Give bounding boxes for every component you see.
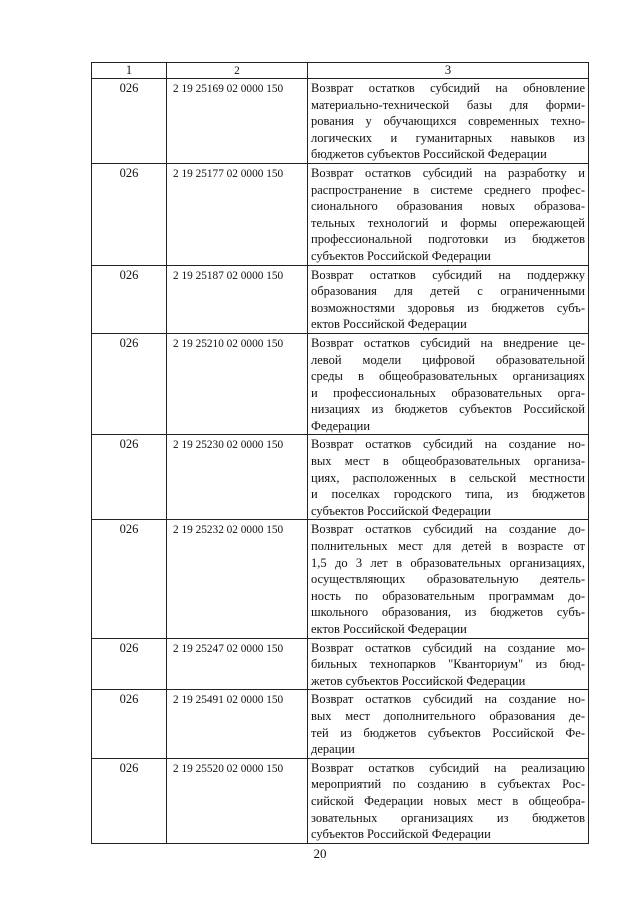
- description-line: Возврат остатков субсидий на реализацию: [311, 760, 585, 775]
- description-line: левой модели цифровой образовательной: [311, 352, 585, 367]
- description-cell: [308, 333, 589, 435]
- budget-classification-code-cell: [167, 333, 308, 435]
- description-cell: [308, 435, 589, 520]
- description-line: Возврат остатков субсидий на создание но-: [311, 437, 585, 452]
- description-cell: [308, 79, 589, 164]
- column-header-1: 1: [92, 63, 167, 79]
- description-line: тельных технологий и формы опережающей: [311, 215, 585, 230]
- description-cell: [308, 265, 589, 333]
- admin-code-cell: 026: [92, 758, 167, 843]
- description-line: циях, расположенных в сельской местности: [311, 470, 585, 485]
- table-row: [92, 79, 589, 164]
- description-line: Возврат остатков субсидий на создание мо-: [311, 640, 585, 655]
- description-line: Возврат остатков субсидий на внедрение це-: [311, 335, 585, 350]
- description-cell: [308, 638, 589, 690]
- admin-code-cell: 026: [92, 690, 167, 758]
- description-cell: [308, 758, 589, 843]
- table-header-row: [92, 63, 589, 79]
- description-line: зовательных организациях из бюджетов: [311, 810, 585, 825]
- budget-classification-code-cell: [167, 638, 308, 690]
- description-line: образования для детей с ограниченными: [311, 284, 585, 299]
- budget-classification-code: 2 19 25230 02 0000 150: [173, 439, 284, 452]
- budget-classification-code-cell: [167, 79, 308, 164]
- budget-classification-code: 2 19 25520 02 0000 150: [173, 762, 284, 775]
- description-line: субъектов Российской Федерации: [311, 248, 491, 263]
- budget-classification-code: 2 19 25247 02 0000 150: [173, 642, 284, 655]
- description-line: вых мест в общеобразовательных организа-: [311, 454, 585, 469]
- description-line: полнительных мест для детей в возрасте от: [311, 539, 585, 554]
- description-cell: [308, 163, 589, 265]
- table-row: [92, 435, 589, 520]
- budget-classification-code-cell: [167, 758, 308, 843]
- description-line: и профессиональных образовательных орга-: [311, 385, 585, 400]
- description-line: 1,5 до 3 лет в образовательных организациях,: [311, 555, 585, 570]
- admin-code-cell: 026: [92, 79, 167, 164]
- column-header-2: 2: [167, 63, 308, 79]
- table-row: [92, 690, 589, 758]
- description-cell: [308, 690, 589, 758]
- description-line: среды в общеобразовательных организациях: [311, 369, 585, 384]
- budget-classification-code-cell: [167, 163, 308, 265]
- budget-classification-code-cell: [167, 520, 308, 638]
- page-number: 20: [313, 846, 327, 861]
- budget-classification-code: 2 19 25232 02 0000 150: [173, 524, 284, 537]
- table-row: [92, 758, 589, 843]
- description-line: ектов Российской Федерации: [311, 622, 467, 636]
- budget-codes-table: [91, 62, 589, 844]
- admin-code-cell: 026: [92, 435, 167, 520]
- admin-code-cell: 026: [92, 638, 167, 690]
- budget-classification-code-cell: [167, 265, 308, 333]
- description-line: и поселках городского типа, из бюджетов: [311, 487, 585, 502]
- description-line: сионального образования новых образова-: [311, 199, 585, 214]
- description-line: рования у обучающихся современных техно-: [311, 114, 585, 129]
- budget-classification-code: 2 19 25177 02 0000 150: [173, 167, 284, 180]
- description-line: возможностями здоровья из бюджетов субъ-: [311, 300, 585, 315]
- description-line: вых мест дополнительного образования де-: [311, 708, 585, 723]
- description-line: дерации: [311, 742, 355, 757]
- admin-code-cell: 026: [92, 265, 167, 333]
- budget-classification-code-cell: [167, 690, 308, 758]
- table-row: [92, 638, 589, 690]
- description-line: бильных технопарков "Кванториум" из бюд-: [311, 657, 585, 672]
- description-line: субъектов Российской Федерации: [311, 827, 491, 842]
- description-line: Возврат остатков субсидий на разработку и: [311, 165, 585, 180]
- description-line: Возврат остатков субсидий на обновление: [311, 81, 585, 95]
- table-row: [92, 520, 589, 638]
- table-row: [92, 333, 589, 435]
- description-line: субъектов Российской Федерации: [311, 503, 491, 518]
- description-line: осуществляющих образовательную деятель-: [311, 572, 585, 587]
- description-line: профессиональной подготовки из бюджетов: [311, 232, 585, 247]
- budget-classification-code: 2 19 25491 02 0000 150: [173, 694, 284, 707]
- description-line: распространение в системе среднего профес-: [311, 182, 585, 197]
- table-row: [92, 265, 589, 333]
- description-line: мероприятий по созданию в субъектах Рос-: [311, 777, 585, 792]
- description-line: низациях из бюджетов субъектов Российской: [311, 402, 585, 417]
- description-line: ектов Российской Федерации: [311, 317, 467, 332]
- budget-classification-code-cell: [167, 435, 308, 520]
- description-line: логических и гуманитарных навыков из: [311, 130, 585, 145]
- budget-classification-code: 2 19 25169 02 0000 150: [173, 83, 284, 95]
- description-line: материально-технической базы для форми-: [311, 97, 585, 112]
- admin-code-cell: 026: [92, 333, 167, 435]
- table-row: [92, 163, 589, 265]
- description-line: Возврат остатков субсидий на создание до-: [311, 522, 585, 537]
- column-header-3: 3: [308, 63, 589, 79]
- budget-classification-code: 2 19 25210 02 0000 150: [173, 337, 284, 350]
- description-line: жетов субъектов Российской Федерации: [311, 673, 526, 688]
- admin-code-cell: 026: [92, 520, 167, 638]
- budget-classification-code: 2 19 25187 02 0000 150: [173, 269, 284, 282]
- description-line: школьного образования, из бюджетов субъ-: [311, 605, 585, 620]
- description-line: сийской Федерации новых мест в общеобра-: [311, 793, 585, 808]
- description-cell: [308, 520, 589, 638]
- admin-code-cell: 026: [92, 163, 167, 265]
- description-line: бюджетов субъектов Российской Федерации: [311, 147, 547, 162]
- description-line: тей из бюджетов субъектов Российской Фе-: [311, 725, 585, 740]
- description-line: Федерации: [311, 418, 371, 433]
- description-line: Возврат остатков субсидий на поддержку: [311, 267, 585, 282]
- description-line: ность по образовательным программам до-: [311, 588, 585, 603]
- description-line: Возврат остатков субсидий на создание но-: [311, 692, 585, 707]
